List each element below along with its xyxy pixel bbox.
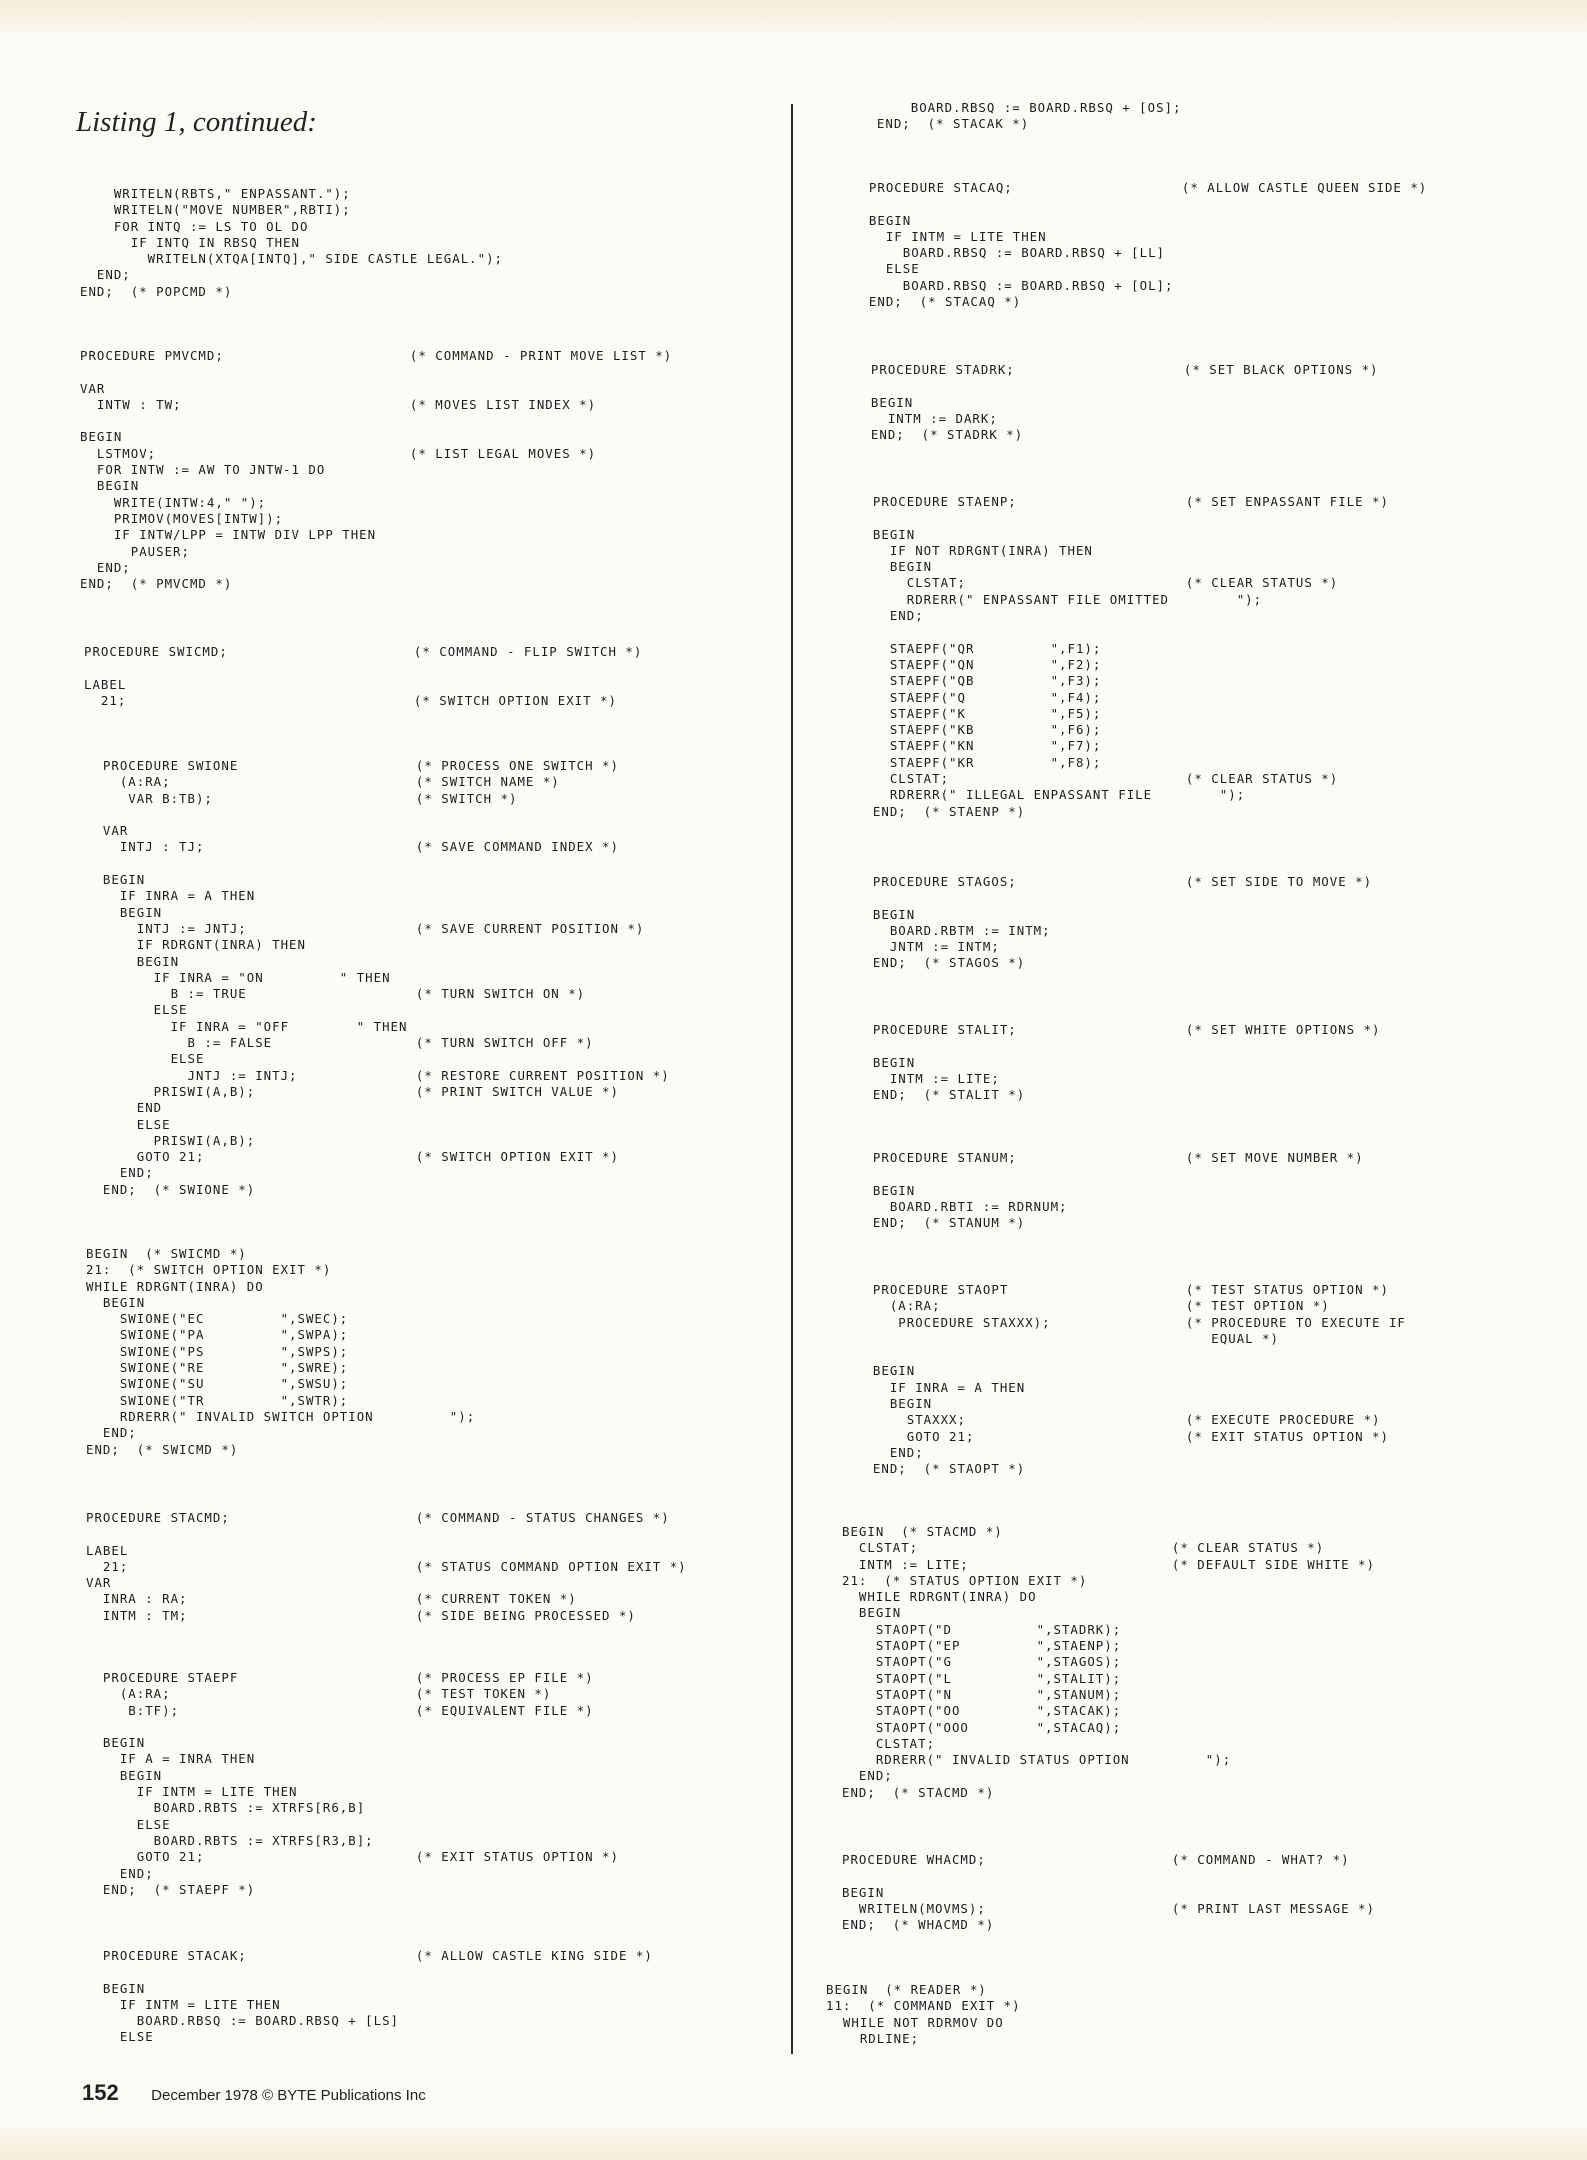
code-block-reader-begin: BEGIN (* READER *) 11: (* COMMAND EXIT *) WHILE NOT RDRMOV DO RDLINE; [826,1982,1021,2046]
column-divider [791,104,793,2054]
code-block-stacak-start: PROCEDURE STACAK; (* ALLOW CASTLE KING SIDE *) BEGIN IF INTM = LITE THEN BOARD.RBSQ := BOARD.RBSQ + [LS] ELSE [102,1948,653,2045]
publication-credit: December 1978 © BYTE Publications Inc [151,2087,426,2104]
paper-edge-top [0,0,1587,40]
listing-heading: Listing 1, continued: [76,106,317,138]
code-block-stadrk: PROCEDURE STADRK; (* SET BLACK OPTIONS *) BEGIN INTM := DARK; END; (* STADRK *) [870,362,1379,443]
code-block-swicmd-header: PROCEDURE SWICMD; (* COMMAND - FLIP SWITCH *) LABEL 21; (* SWITCH OPTION EXIT *) [84,644,643,708]
paper-edge-bottom [0,2120,1587,2160]
code-block-stacaq: PROCEDURE STACAQ; (* ALLOW CASTLE QUEEN SIDE *) BEGIN IF INTM = LITE THEN BOARD.RBSQ := BOARD.RBSQ + [LL] ELSE BOARD.RBSQ := BOARD.RBSQ + [OL]; END; (* STACAQ *) [868,180,1428,310]
page-footer [82,2080,426,2106]
code-block-stacmd-body: BEGIN (* STACMD *) CLSTAT; (* CLEAR STATUS *) INTM := LITE; (* DEFAULT SIDE WHITE *) 21: (* STATUS OPTION EXIT *) WHILE RDRGNT(INRA) DO BEGIN STAOPT("D ",STADRK); STAOPT("EP ",STAENP); STAOPT("G ",STAGOS); STAOPT("L ",STALIT); STAOPT("N ",STANUM); STAOPT("OO ",STACAK); STAOPT("OOO ",STACAQ); CLSTAT; RDRERR(" INVALID STATUS OPTION "); END; END; (* STACMD *) [842,1524,1375,1800]
code-block-stalit: PROCEDURE STALIT; (* SET WHITE OPTIONS *) BEGIN INTM := LITE; END; (* STALIT *) [872,1022,1381,1103]
code-block-stanum: PROCEDURE STANUM; (* SET MOVE NUMBER *) BEGIN BOARD.RBTI := RDRNUM; END; (* STANUM *) [872,1150,1364,1231]
code-block-staenp: PROCEDURE STAENP; (* SET ENPASSANT FILE *) BEGIN IF NOT RDRGNT(INRA) THEN BEGIN CLSTAT; (* CLEAR STATUS *) RDRERR(" ENPASSANT FILE OMITTED "); END; STAEPF("QR ",F1); STAEPF("QN ",F2); STAEPF("QB ",F3); STAEPF("Q ",F4); STAEPF("K ",F5); STAEPF("KB ",F6); STAEPF("KN ",F7); STAEPF("KR ",F8); CLSTAT; (* CLEAR STATUS *) RDRERR(" ILLEGAL ENPASSANT FILE "); END; (* STAENP *) [872,494,1389,819]
page-number: 152 [82,2080,119,2105]
code-block-swione: PROCEDURE SWIONE (* PROCESS ONE SWITCH *) (A:RA; (* SWITCH NAME *) VAR B:TB); (* SWITCH *) VAR INTJ : TJ; (* SAVE COMMAND INDEX *) BEGIN IF INRA = A THEN BEGIN INTJ := JNTJ; (* SAVE CURRENT POSITION *) IF RDRGNT(INRA) THEN BEGIN IF INRA = "ON " THEN B := TRUE (* TURN SWITCH ON *) ELSE IF INRA = "OFF " THEN B := FALSE (* TURN SWITCH OFF *) ELSE JNTJ := INTJ; (* RESTORE CURRENT POSITION *) PRISWI(A,B); (* PRINT SWITCH VALUE *) END ELSE PRISWI(A,B); GOTO 21; (* SWITCH OPTION EXIT *) END; END; (* SWIONE *) [102,758,670,1197]
code-block-staopt: PROCEDURE STAOPT (* TEST STATUS OPTION *) (A:RA; (* TEST OPTION *) PROCEDURE STAXXX); (* PROCEDURE TO EXECUTE IF EQUAL *) BEGIN IF INRA = A THEN BEGIN STAXXX; (* EXECUTE PROCEDURE *) GOTO 21; (* EXIT STATUS OPTION *) END; END; (* STAOPT *) [872,1282,1406,1477]
code-block-swicmd-body: BEGIN (* SWICMD *) 21: (* SWITCH OPTION EXIT *) WHILE RDRGNT(INRA) DO BEGIN SWIONE("EC ",SWEC); SWIONE("PA ",SWPA); SWIONE("PS ",SWPS); SWIONE("RE ",SWRE); SWIONE("SU ",SWSU); SWIONE("TR ",SWTR); RDRERR(" INVALID SWITCH OPTION "); END; END; (* SWICMD *) [86,1246,476,1457]
code-block-pmvcmd: PROCEDURE PMVCMD; (* COMMAND - PRINT MOVE LIST *) VAR INTW : TW; (* MOVES LIST INDEX *) BEGIN LSTMOV; (* LIST LEGAL MOVES *) FOR INTW := AW TO JNTW-1 DO BEGIN WRITE(INTW:4," "); PRIMOV(MOVES[INTW]); IF INTW/LPP = INTW DIV LPP THEN PAUSER; END; END; (* PMVCMD *) [80,348,673,592]
code-block-staepf: PROCEDURE STAEPF (* PROCESS EP FILE *) (A:RA; (* TEST TOKEN *) B:TF); (* EQUIVALENT FILE *) BEGIN IF A = INRA THEN BEGIN IF INTM = LITE THEN BOARD.RBTS := XTRFS[R6,B] ELSE BOARD.RBTS := XTRFS[R3,B]; GOTO 21; (* EXIT STATUS OPTION *) END; END; (* STAEPF *) [102,1670,619,1897]
code-block-popcmd-end: WRITELN(RBTS," ENPASSANT."); WRITELN("MOVE NUMBER",RBTI); FOR INTQ := LS TO OL DO IF INTQ IN RBSQ THEN WRITELN(XTQA[INTQ]," SIDE CASTLE LEGAL."); END; END; (* POPCMD *) [80,186,503,299]
code-block-stacmd-header: PROCEDURE STACMD; (* COMMAND - STATUS CHANGES *) LABEL 21; (* STATUS COMMAND OPTION EXIT *) VAR INRA : RA; (* CURRENT TOKEN *) INTM : TM; (* SIDE BEING PROCESSED *) [86,1510,687,1623]
code-block-whacmd: PROCEDURE WHACMD; (* COMMAND - WHAT? *) BEGIN WRITELN(MOVMS); (* PRINT LAST MESSAGE *) END; (* WHACMD *) [842,1852,1375,1933]
code-block-stagos: PROCEDURE STAGOS; (* SET SIDE TO MOVE *) BEGIN BOARD.RBTM := INTM; JNTM := INTM; END; (* STAGOS *) [872,874,1373,971]
code-block-stacak-end: BOARD.RBSQ := BOARD.RBSQ + [OS]; END; (* STACAK *) [876,100,1182,132]
